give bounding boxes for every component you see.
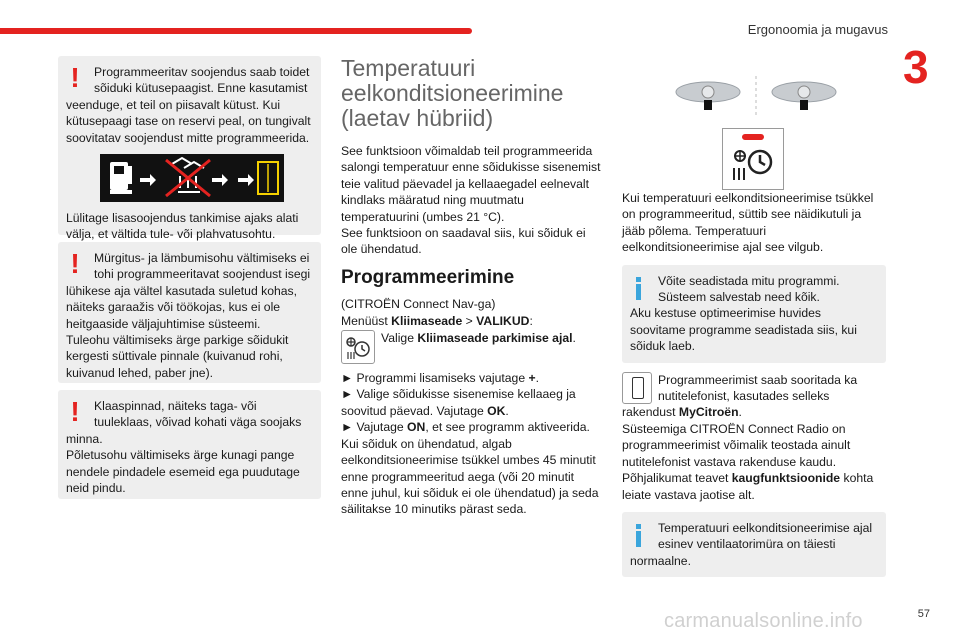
nav-requirement: (CITROËN Connect Nav-ga): [341, 297, 496, 312]
step-add: ► Programmi lisamiseks vajutage +.: [341, 371, 539, 386]
warning-fuel: [58, 56, 321, 242]
info-programs: [622, 265, 886, 363]
warning-burn-text: Põletusohu vältimiseks ärge kunagi pange nendele pindadele esemeid ega puudutage neid pindu.: [66, 448, 300, 496]
column-3: [622, 190, 886, 577]
warning-glass: [58, 390, 321, 499]
warning-fuel-text: Programmeeritav soojendus saab toidet sõiduki kütusepaagist. Enne kasutamist veenduge, et teil on piisavalt kütust. Kui kütusepaagi tase on reservi peal, on tungivalt soovitatav soojendust mitte programmeerida.: [66, 65, 311, 145]
info-battery-text: Aku kestuse optimeerimise huvides soovitame programme seadistada siis, kui sõiduk laeb.: [630, 306, 857, 354]
warning-poisoning: [58, 242, 321, 383]
indicator-text: Kui temperatuuri eelkonditsioneerimise tsükkel on programmeeritud, süttib see näidikutuli ja jääb põlema. Temperatuuri eelkonditsioneerimise ajal see vilgub.: [622, 191, 874, 255]
steering-wheel-illustration: [666, 74, 846, 118]
info-fan-noise: [622, 512, 886, 577]
warning-icon: !: [70, 248, 80, 279]
warning-icon: !: [70, 396, 80, 427]
step-select: ► Valige sõidukisse sisenemise kellaaeg ja soovitud päevad. Vajutage OK.: [341, 387, 576, 418]
section-heading: Programmeerimine: [341, 266, 515, 288]
smartphone-icon: [622, 372, 652, 404]
preconditioning-indicator-icon: [722, 128, 784, 190]
no-refuel-pictogram: [100, 154, 284, 202]
info-icon: [630, 273, 648, 301]
smartphone-block: Programmeerimist saab sooritada ka nutitelefonist, kasutades selleks rakendust MyCitroën. Süsteemiga CITROËN Connect Radio on programmeerimist võimalik teostada ainult nutitelefonist vastava rakenduse kaudu. Põhjalikumat teavet kaugfunktsioonide kohta leiate vastava jaotise alt.: [622, 372, 886, 503]
select-row: Valige Kliimaseade parkimise ajal.: [341, 330, 603, 364]
connect-radio-text: Süsteemiga CITROËN Connect Radio on programmeerimist võimalik teostada ainult nutitelefonist vastava rakenduse kaudu.: [622, 421, 851, 469]
page-title: Temperatuuri eelkonditsioneerimine (laetav hübriid): [341, 55, 564, 131]
connected-text: Kui sõiduk on ühendatud, algab eelkonditsioneerimise tsükkel umbes 45 minutit enne programmeeritud aega (või 20 minutit enne juhul, kui sõiduk ei ole ühendatud) ja seda säilitakse 10 minutiks pärast seda.: [341, 436, 599, 517]
page-number: 57: [917, 608, 930, 620]
watermark: carmanualsonline.info: [664, 610, 863, 632]
section-title: Ergonoomia ja mugavus: [747, 22, 888, 37]
menu-path: Menüüst Kliimaseade > VALIKUD:: [341, 313, 533, 328]
column-2: [341, 56, 603, 518]
intro-text-2: See funktsioon on saadaval siis, kui sõiduk ei ole ühendatud.: [341, 226, 586, 257]
info-icon: [630, 520, 648, 548]
info-programs-text: Võite seadistada mitu programmi. Süsteem salvestab need kõik.: [658, 273, 840, 305]
warning-fire-text: Tuleohu vältimiseks ärge parkige sõidukit kergesti süttivale pinnale (kuivanud rohi, kuivanud lehed, paber jne).: [66, 333, 289, 380]
warning-poisoning-text: Mürgitus- ja lämbumisohu vältimiseks ei tohi programmeeritavat soojendust isegi lühikese aja vältel kasutada suletud kohas, näiteks garaažis või töökojas, kus ei ole heitgaaside väljajuhtimise süsteemi.: [66, 251, 311, 331]
intro-text: See funktsioon võimaldab teil programmeerida salongi temperatuur enne sõidukisse sisenemist teie valitud päevadel ja kellaaegadel eelnevalt kindlaks määratud ning muutmatu temperatuurini (umbes 21 °C).: [341, 144, 601, 224]
warning-glass-text: Klaaspinnad, näiteks taga- või tuuleklaas, võivad kohati väga soojaks minna.: [66, 399, 302, 446]
warning-icon: !: [70, 62, 80, 93]
chapter-number: 3: [903, 41, 929, 93]
warning-fuel-text-2: Lülitage lisasoojendus tankimise ajaks alati välja, et vältida tule- või plahvatusohtu.: [66, 211, 299, 242]
climate-parking-icon: [341, 330, 375, 364]
remote-functions-text: Põhjalikumat teavet kaugfunktsioonide kohta leiate vastava jaotise alt.: [622, 471, 874, 502]
header-red-bar: [0, 28, 472, 34]
info-fan-noise-text: Temperatuuri eelkonditsioneerimise ajal esinev ventilaatorimüra on täiesti normaalne.: [630, 520, 873, 568]
step-activate: ► Vajutage ON, et see programm aktiveerida.: [341, 420, 590, 435]
